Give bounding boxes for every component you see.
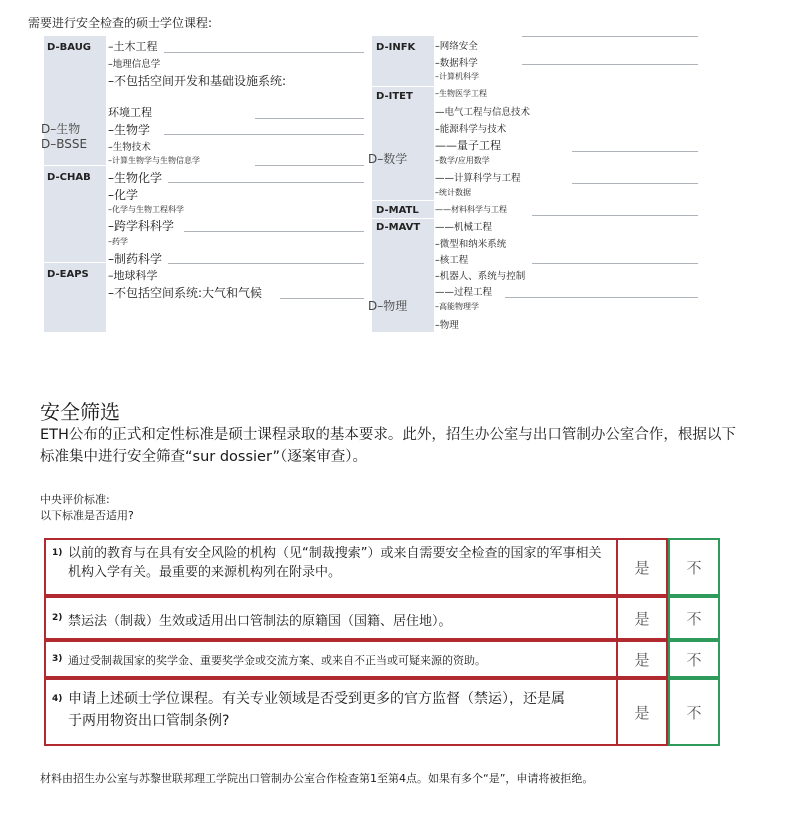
no-option[interactable]: 不: [668, 678, 720, 746]
program-item: 环境工程: [108, 106, 152, 119]
program-item: –计算机科学: [435, 72, 479, 81]
program-item: –地理信息学: [108, 59, 161, 70]
program-item: –微型和纳米系统: [435, 239, 507, 250]
dept-code-bsse: D–BSSE: [41, 137, 88, 151]
program-item: –药学: [108, 237, 128, 246]
program-item: ——量子工程: [435, 139, 501, 152]
blank-line: [255, 118, 364, 119]
program-item: –生物技术: [108, 142, 151, 153]
yes-option[interactable]: 是: [618, 678, 668, 746]
criteria-row-1: [44, 538, 720, 596]
blank-line: [168, 263, 364, 264]
question-number: 4): [52, 694, 63, 704]
intro-heading: 需要进行安全检查的硕士学位课程:: [28, 16, 213, 30]
divider: [372, 86, 434, 87]
program-item: –不包括空间开发和基础设施系统:: [108, 74, 287, 88]
blank-line: [168, 182, 364, 183]
yes-option[interactable]: 是: [618, 538, 668, 596]
blank-line: [532, 215, 698, 216]
yes-option[interactable]: 是: [618, 596, 668, 640]
dept-code-chab: D-CHAB: [47, 172, 91, 183]
program-item: –不包括空间系统:大气和气候: [108, 286, 263, 300]
blank-line: [255, 165, 364, 166]
blank-line: [505, 297, 698, 298]
blank-line: [572, 151, 698, 152]
blank-line: [572, 183, 698, 184]
blank-line: [280, 298, 364, 299]
question-number: 3): [52, 654, 63, 664]
program-item: –生物化学: [108, 171, 163, 185]
program-item: –能源科学与技术: [435, 124, 507, 135]
dept-code-eaps: D-EAPS: [47, 269, 89, 280]
divider: [44, 262, 106, 263]
question-cell: [44, 678, 618, 746]
program-item: –核工程: [435, 255, 469, 266]
criteria-row-2: [44, 596, 720, 640]
program-item: —电气工程与信息技术: [435, 107, 531, 118]
program-item: –网络安全: [435, 41, 478, 52]
program-item: –化学: [108, 188, 139, 202]
program-item: –土木工程: [108, 40, 158, 53]
question-text: 申请上述硕士学位课程。有关专业领域是否受到更多的官方监督（禁运），还是属于两用物资出口管制条例?: [68, 691, 565, 729]
program-item: –计算生物学与生物信息学: [108, 156, 200, 165]
question-number: 1): [52, 548, 63, 558]
dept-code-mavt: D-MAVT: [376, 222, 421, 233]
blank-line: [522, 64, 698, 65]
dept-code-matl: D-MATL: [376, 205, 419, 216]
no-option[interactable]: 不: [668, 596, 720, 640]
program-item: –数据科学: [435, 58, 478, 69]
no-option[interactable]: 不: [668, 640, 720, 678]
program-item: –统计数据: [435, 188, 471, 197]
blank-line: [532, 263, 698, 264]
divider: [44, 165, 106, 166]
program-item: ——机械工程: [435, 222, 493, 233]
program-item: –机器人、系统与控制: [435, 271, 526, 282]
program-item: ——过程工程: [435, 287, 493, 298]
program-item: –生物医学工程: [435, 89, 487, 98]
dept-code-math: D–数学: [368, 152, 408, 166]
program-item: –数学/应用数学: [435, 156, 490, 165]
criteria-row-4: [44, 678, 720, 746]
question-text: 通过受制裁国家的奖学金、重要奖学金或交流方案、或来自不正当或可疑来源的资助。: [68, 654, 486, 667]
program-item: –制药科学: [108, 252, 163, 266]
blank-line: [184, 231, 364, 232]
program-item: ——计算科学与工程: [435, 173, 521, 184]
blank-line: [522, 36, 698, 37]
question-text: 以前的教育与在具有安全风险的机构（见“制裁搜索”）或来自需要安全检查的国家的军事相关机构入学有关。最重要的来源机构列在附录中。: [68, 546, 602, 580]
program-item: –物理: [435, 320, 459, 331]
question-cell: [44, 538, 618, 596]
blank-line: [164, 134, 364, 135]
section-title: 安全筛选: [40, 400, 120, 424]
right-dept-column: [372, 36, 434, 332]
program-item: –跨学科科学: [108, 219, 175, 233]
criteria-heading: [40, 492, 134, 524]
intro-paragraph: ETH公布的正式和定性标准是硕士课程录取的基本要求。此外，招生办公室与出口管制办公室合作，根据以下标准集中进行安全筛查“sur dossier”（逐案审查）。: [40, 427, 736, 465]
left-dept-column: [44, 36, 106, 332]
blank-line: [164, 52, 364, 53]
dept-code-infk: D-INFK: [376, 42, 416, 53]
question-number: 2): [52, 613, 63, 623]
divider: [372, 218, 434, 219]
dept-code-phys: D–物理: [368, 299, 408, 313]
dept-code-itet: D-ITET: [376, 91, 413, 102]
program-item: ——材料科学与工程: [435, 205, 507, 214]
dept-code-bio: [41, 122, 80, 137]
yes-option[interactable]: 是: [618, 640, 668, 678]
program-item: –地球科学: [108, 269, 158, 282]
question-cell: [44, 640, 618, 678]
program-item: –生物学: [108, 123, 151, 137]
program-item: –高能物理学: [435, 302, 479, 311]
dept-code-baug: D-BAUG: [47, 42, 92, 53]
question-cell: [44, 596, 618, 640]
divider: [372, 200, 434, 201]
no-option[interactable]: 不: [668, 538, 720, 596]
criteria-title: 中央评价标准:: [40, 493, 110, 506]
program-item: –化学与生物工程科学: [108, 205, 184, 214]
criteria-subtitle: 以下标准是否适用?: [40, 509, 134, 522]
criteria-row-3: [44, 640, 720, 678]
dept-code-bio-line1: D–生物: [41, 122, 81, 136]
footer-note: 材料由招生办公室与苏黎世联邦理工学院出口管制办公室合作检查第1至第4点。如果有多个“是”，申请将被拒绝。: [40, 772, 594, 785]
question-text: 禁运法（制裁）生效或适用出口管制法的原籍国（国籍、居住地）。: [68, 614, 452, 629]
